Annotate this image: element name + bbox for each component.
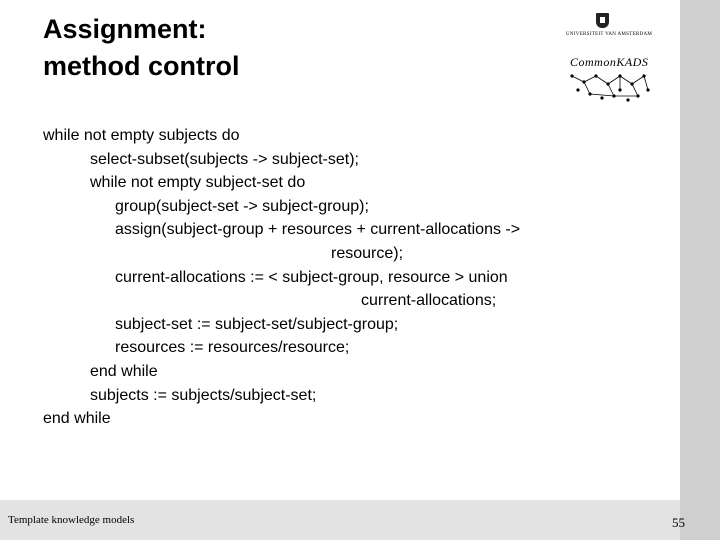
university-name: UNIVERSITEIT VAN AMSTERDAM — [566, 32, 653, 37]
commonkads-logo-text: CommonKADS — [570, 55, 649, 69]
code-line: assign(subject-group + resources + current-allocations -> — [115, 221, 521, 239]
slide-title — [43, 11, 240, 85]
code-line: group(subject-set -> subject-group); — [115, 197, 369, 215]
code-line: subjects := subjects/subject-set; — [90, 386, 317, 404]
right-side-bar — [680, 0, 720, 540]
title-line-2: method control — [43, 51, 240, 81]
university-shield-icon — [596, 13, 609, 28]
code-line: end while — [43, 410, 111, 428]
code-line: subject-set := subject-set/subject-group; — [115, 315, 399, 333]
code-line: while not empty subjects do — [43, 127, 240, 144]
code-line: current-allocations := < subject-group, resource > union — [115, 268, 508, 286]
code-line: current-allocations; — [361, 292, 497, 310]
commonkads-network-icon — [568, 70, 654, 104]
footer-label: Template knowledge models — [8, 514, 135, 526]
method-control-pseudocode — [43, 124, 520, 431]
title-line-1: Assignment: — [43, 14, 207, 44]
logo-area — [560, 10, 660, 102]
code-line: while not empty subject-set do — [90, 174, 306, 192]
code-line: end while — [90, 362, 158, 380]
code-line: select-subset(subjects -> subject-set); — [90, 150, 359, 168]
code-line: resources := resources/resource; — [115, 339, 350, 357]
code-line: resource); — [331, 244, 404, 262]
page-number: 55 — [672, 515, 685, 530]
